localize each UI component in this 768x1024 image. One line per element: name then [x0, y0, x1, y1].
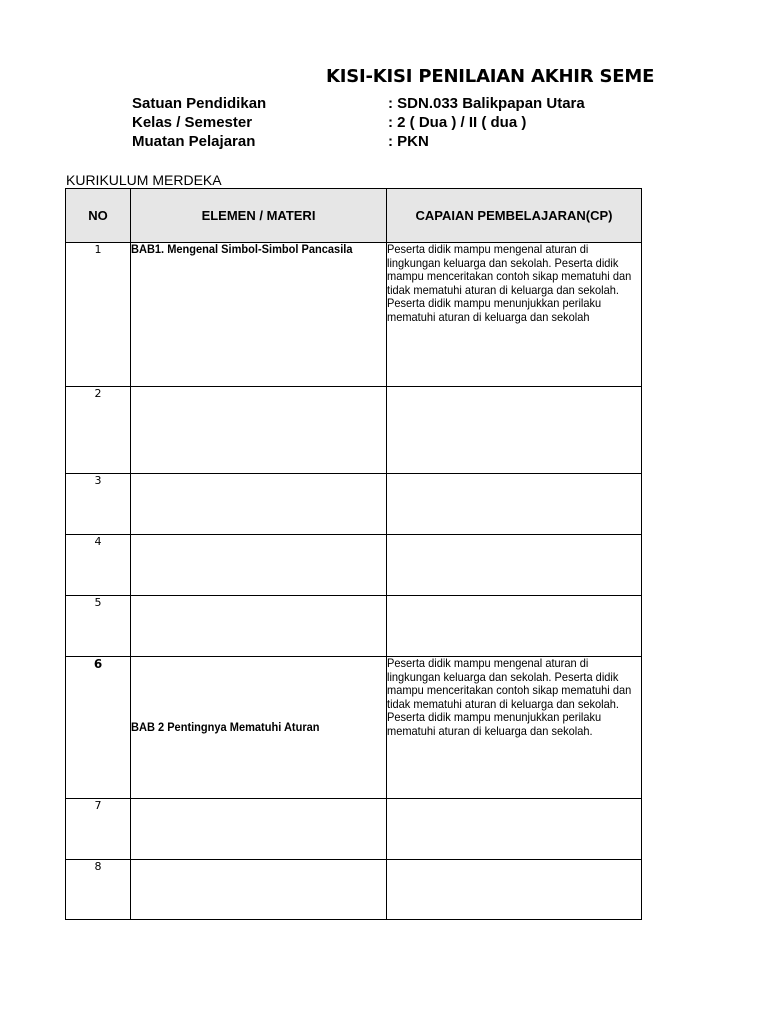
row-elemen	[131, 243, 387, 387]
row-number: 2	[66, 387, 131, 474]
row-number: 7	[66, 799, 131, 860]
table-row	[66, 860, 642, 920]
row-elemen	[131, 860, 387, 920]
row-elemen-text: BAB 2 Pentingnya Mematuhi Aturan	[131, 719, 320, 734]
row-number: 8	[66, 860, 131, 920]
meta-value-satuan: : SDN.033 Balikpapan Utara	[388, 95, 585, 112]
row-cp	[387, 474, 642, 535]
column-header-cp: CAPAIAN PEMBELAJARAN(CP)	[387, 189, 642, 243]
row-elemen	[131, 657, 387, 799]
table-row	[66, 596, 642, 657]
row-number: 4	[66, 535, 131, 596]
row-elemen	[131, 474, 387, 535]
row-number: 5	[66, 596, 131, 657]
table-row	[66, 799, 642, 860]
table-row	[66, 387, 642, 474]
row-cp-text: Peserta didik mampu mengenal aturan di lingkungan keluarga dan sekolah. Peserta didik mampu menceritakan contoh sikap mematuhi dan tidak mematuhi aturan di keluarga dan sekolah. Peserta didik mampu menunjukkan perilaku mematuhi aturan di keluarga dan sekolah	[387, 242, 632, 324]
document-title: KISI-KISI PENILAIAN AKHIR SEME	[326, 66, 655, 87]
row-number: 6	[66, 657, 131, 799]
row-number: 3	[66, 474, 131, 535]
meta-value-kelas: : 2 ( Dua ) / II ( dua )	[388, 114, 527, 131]
row-elemen	[131, 387, 387, 474]
table-row	[66, 657, 642, 799]
row-cp	[387, 387, 642, 474]
row-cp	[387, 243, 642, 387]
column-header-no: NO	[66, 189, 131, 243]
kurikulum-label: KURIKULUM MERDEKA	[66, 172, 222, 188]
table-row	[66, 474, 642, 535]
row-elemen	[131, 596, 387, 657]
column-header-elemen: ELEMEN / MATERI	[131, 189, 387, 243]
table-header-row	[66, 189, 642, 243]
row-number: 1	[66, 243, 131, 387]
row-elemen	[131, 799, 387, 860]
row-elemen	[131, 535, 387, 596]
row-cp	[387, 535, 642, 596]
table-row	[66, 535, 642, 596]
row-cp-text: Peserta didik mampu mengenal aturan di lingkungan keluarga dan sekolah. Peserta didik mampu menceritakan contoh sikap mematuhi dan tidak mematuhi aturan di keluarga dan sekolah. Peserta didik mampu menunjukkan perilaku mematuhi aturan di keluarga dan sekolah.	[387, 656, 632, 738]
table-row	[66, 243, 642, 387]
row-cp	[387, 799, 642, 860]
meta-label-kelas: Kelas / Semester	[132, 114, 253, 131]
row-cp	[387, 596, 642, 657]
meta-label-muatan: Muatan Pelajaran	[132, 133, 256, 150]
meta-value-muatan: : PKN	[388, 133, 429, 150]
row-elemen-text: BAB1. Mengenal Simbol-Simbol Pancasila	[131, 242, 353, 256]
row-cp	[387, 860, 642, 920]
row-cp	[387, 657, 642, 799]
kisi-kisi-table	[65, 188, 642, 920]
meta-label-satuan: Satuan Pendidikan	[132, 95, 267, 112]
